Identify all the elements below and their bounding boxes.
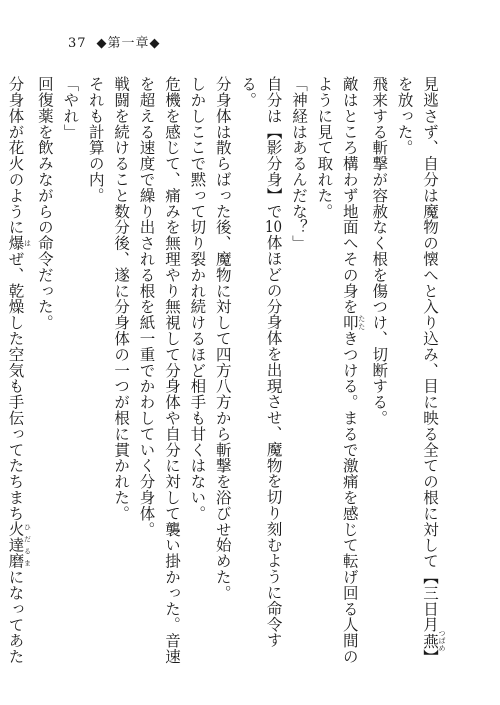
- paragraph-11: 「やれ」: [61, 76, 80, 140]
- chapter-title: ◆第一章◆: [96, 36, 161, 51]
- paragraph-9: 戦闘を続けること数分後、遂に分身体の一つが根に貫かれた。: [112, 76, 131, 522]
- paragraph-6: 分身体は散らばった後、魔物に対して四方八方から斬撃を浴びせ始めた。: [213, 76, 232, 601]
- paragraph-7: しかしここで黙って切り裂かれ続けるほど相手も甘くはない。: [188, 76, 207, 522]
- paragraph-13: 分身体が花火のように爆 はぜ、乾燥した空気も手伝ってたちまち火達磨 ひだるまになってあた: [6, 76, 32, 665]
- paragraph-8: 危機を感じて、痛みを無理やり無視して分身体や自分に対して襲い掛かった。音速を超える速度で繰り出される根を紙一重でかわしていく分身体。: [137, 76, 181, 665]
- running-header: [68, 32, 161, 51]
- ruby-tataki: 叩 たた: [340, 314, 366, 331]
- paragraph-10: それも計算の内。: [86, 76, 105, 204]
- paragraph-2: 飛来する斬撃が容赦なく根を傷つけ、切断する。: [370, 76, 389, 426]
- paragraph-4: 「神経はあるんだな？」: [289, 76, 308, 251]
- paragraph-5: 自分は【影分身】で10体ほどの分身体を出現させ、魔物を切り刻むように命令する。: [239, 76, 283, 649]
- paragraph-3: 敵はところ構わず地面へその身を叩 たたきつける。まるで激痛を感じて転げ回る人間のように見て取れた。: [315, 76, 366, 665]
- paragraph-1: 見逃さず、自分は魔物の懐へと入り込み、目に映る全ての根に対して【三日月燕 つばめ】を放った。: [395, 76, 446, 665]
- page-number: 37: [68, 36, 87, 51]
- ruby-hidaruma: 火達磨 ひだるま: [6, 521, 32, 569]
- vertical-text-body: [6, 76, 446, 676]
- number-10: 10: [265, 219, 283, 235]
- paragraph-12: 回復薬を飲みながらの命令だった。: [35, 76, 54, 331]
- ruby-tsubame: 燕 つばめ: [421, 629, 446, 652]
- ruby-haze: 爆 は: [6, 235, 32, 251]
